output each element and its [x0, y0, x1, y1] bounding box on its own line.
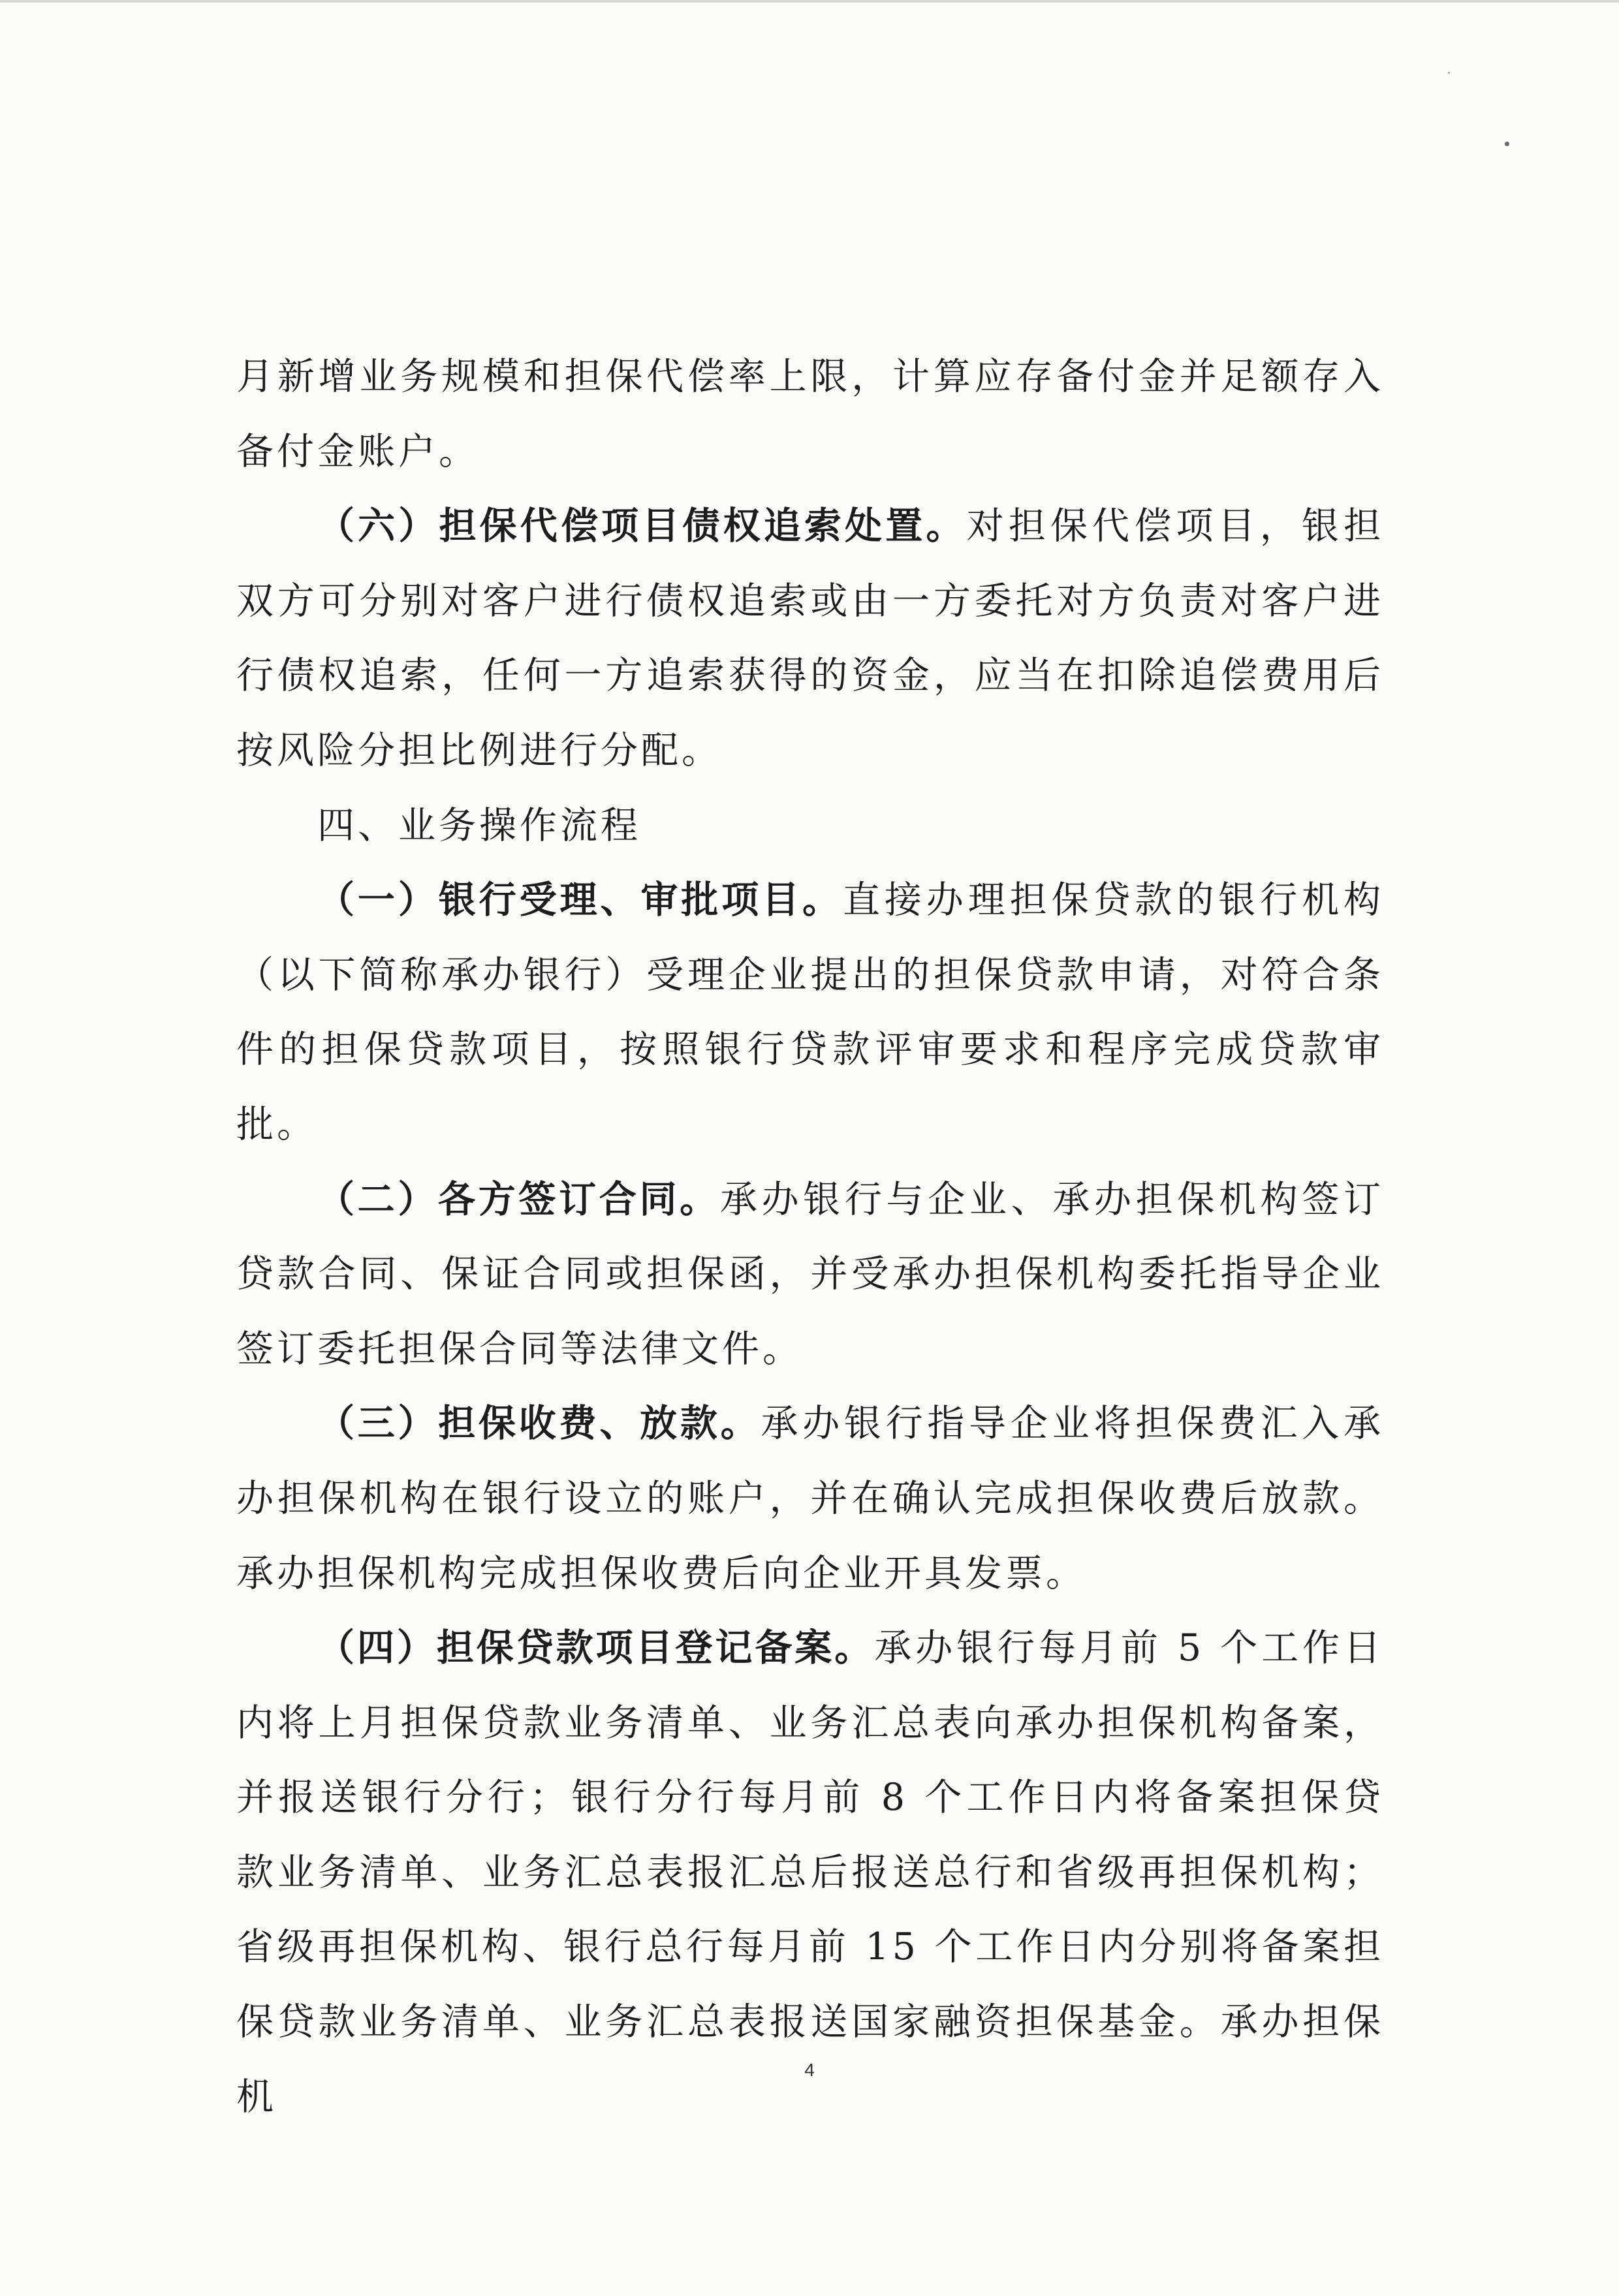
paragraph-continuation: [236, 339, 1384, 489]
paragraph-fees-lending: [236, 1386, 1384, 1611]
paragraph-registration: [236, 1611, 1384, 2134]
paragraph-text: 月新增业务规模和担保代偿率上限，计算应存备付金并足额存入备付金账户。: [236, 355, 1384, 473]
paragraph-text: 直接办理担保贷款的银行机构（以下简称承办银行）受理企业提出的担保贷款申请，对符合条件的担保贷款项目，按照银行贷款评审要求和程序完成贷款审批。: [236, 878, 1385, 1146]
document-body: [236, 339, 1384, 2134]
page-number: 4: [804, 2060, 815, 2080]
paragraph-heading: （二）各方签订合同。: [317, 1177, 720, 1221]
paragraph-heading: （四）担保贷款项目登记备案。: [317, 1626, 875, 1670]
paragraph-text: 对担保代偿项目，银担双方可分别对客户进行债权追索或由一方委托对方负责对客户进行债权追索，任何一方追索获得的资金，应当在扣除追偿费用后按风险分担比例进行分配。: [236, 504, 1385, 772]
paragraph-heading: （三）担保收费、放款。: [317, 1402, 761, 1446]
scan-speck: [1448, 72, 1450, 74]
scan-speck: [1505, 142, 1509, 146]
paragraph-heading: （一）银行受理、审批项目。: [317, 878, 843, 922]
paragraph-heading: （六）担保代偿项目债权追索处置。: [317, 504, 967, 548]
paragraph-text: 承办银行与企业、承办担保机构签订贷款合同、保证合同或担保函，并受承办担保机构委托指导企业签订委托担保合同等法律文件。: [236, 1177, 1385, 1371]
scan-top-edge: [0, 0, 1619, 3]
paragraph-bank-approval: [236, 863, 1384, 1162]
paragraph-contracts: [236, 1162, 1384, 1387]
paragraph-text: 承办银行指导企业将担保费汇入承办担保机构在银行设立的账户，并在确认完成担保收费后放款。承办担保机构完成担保收费后向企业开具发票。: [236, 1402, 1384, 1595]
paragraph-compensation-recovery: [236, 489, 1384, 788]
section-heading: 四、业务操作流程: [317, 803, 641, 847]
paragraph-text: 承办银行每月前 5 个工作日内将上月担保贷款业务清单、业务汇总表向承办担保机构备案，并报送银行分行；银行分行每月前 8 个工作日内将备案担保贷款业务清单、业务汇总表报汇总后报送总行和省级再担保机构；省级再担保机构、银行总行每月前 15 个工作日内分别将备案担保贷款业务清单、业务汇总表报送国家融资担保基金。承办担保机: [236, 1626, 1384, 2118]
